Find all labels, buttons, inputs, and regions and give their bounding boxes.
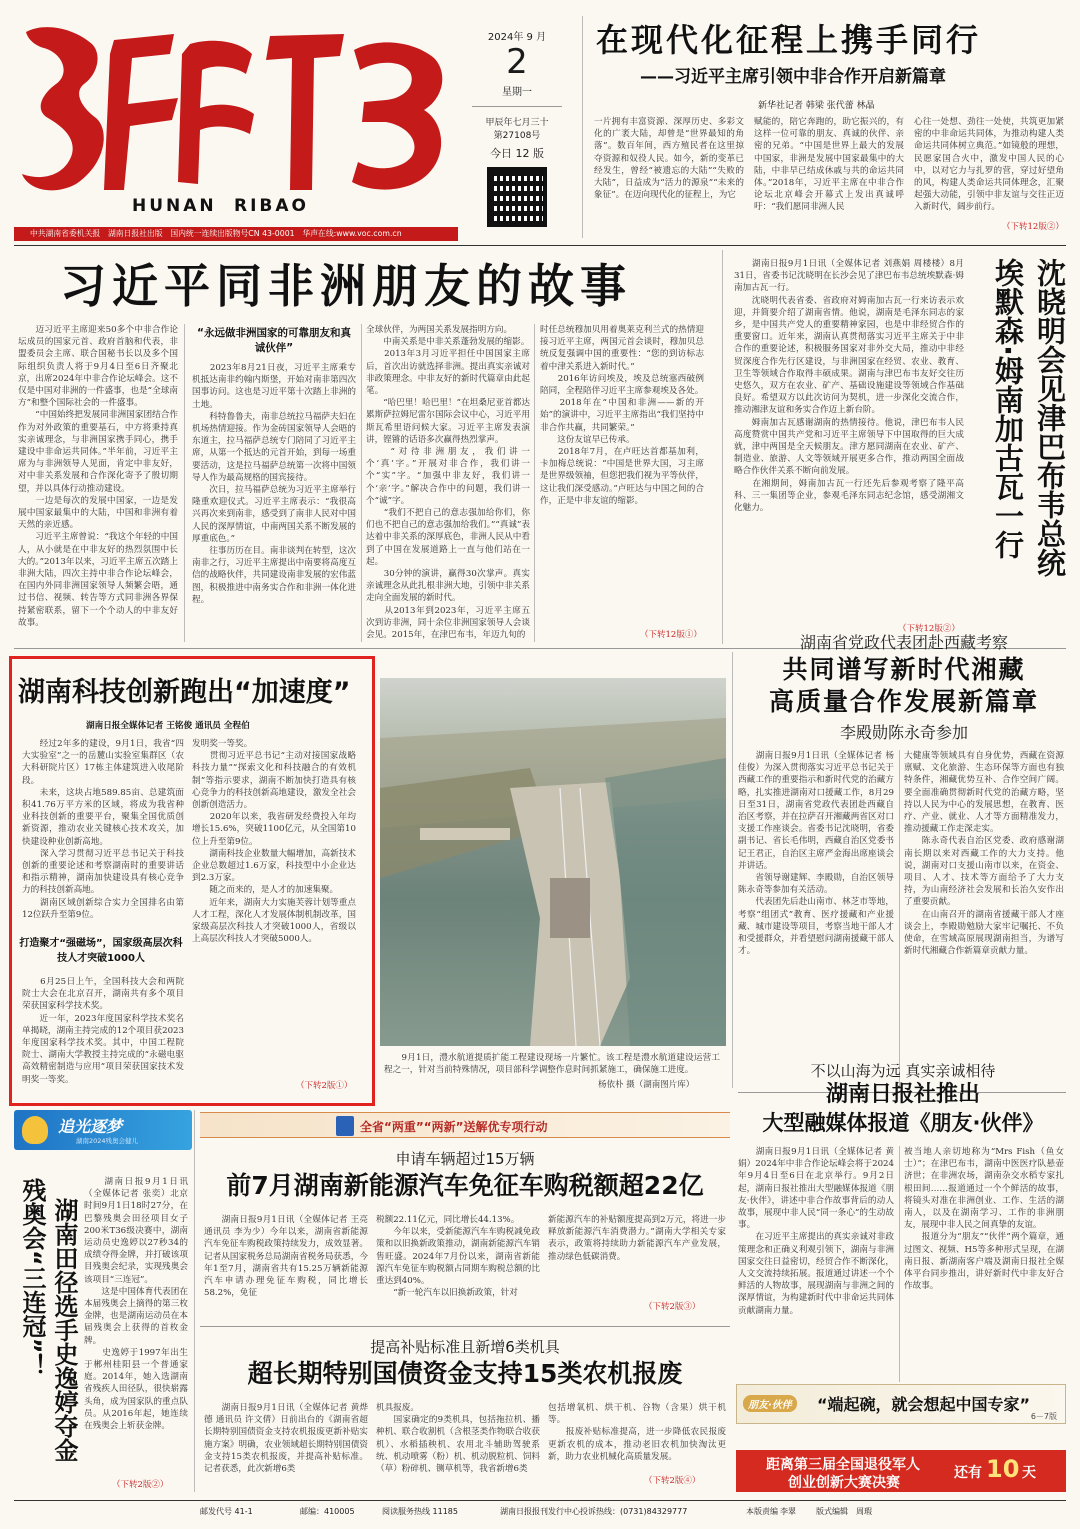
mascot-icon	[22, 1116, 48, 1144]
tech-story-col1b: 6月25日上午，全国科技大会和两院院士大会在北京召开，湖南共有多个项目荣获国家科学技术奖。 近一年，2023年度国家科学技术奖名单揭晓，湖南主持完成的12个项目获2023年度国家科学技术奖。其中，中国工程院院士、湖南大学教授主持完成的“永磁电驱高效精密制造与应用”项目荣获国家技术发明奖一等奖。	[22, 977, 184, 1085]
page-count: 今日 12 版	[490, 147, 544, 160]
photo-caption: 9月1日，澧水航道提质扩能工程建设现场一片繁忙。该工程是澧水航道建设运营工程之一，针对当前特殊情况，项目部科学调整作息时间抓紧施工，确保施工进度。	[384, 1053, 720, 1076]
photo-credit: 杨依朴 摄（湖南图片库）	[598, 1080, 695, 1090]
date-lunar: 甲辰年七月三十	[485, 118, 549, 128]
top-story-subtitle: ——习近平主席引领中非合作开启新篇章	[640, 67, 946, 87]
promo-strip	[200, 1112, 730, 1138]
ev-story-col3: 新能源汽车的补贴额度提高到2万元，将进一步释放新能源汽车消费潜力。”湖南大学相关专家表示，政策将持续助力新能源汽车产业发展，推动绿色低碳消费。	[548, 1215, 726, 1262]
footer-zip: 邮编：410005	[300, 1507, 355, 1516]
ev-story-col2: 税额22.11亿元，同比增长44.13%。 今年以来，受新能源汽车车购税减免政策和以旧换新政策推动，湖南新能源汽车销售旺盛。2024年7月份以来，湖南省新能源汽车免征车购税额占同期车购税总额的比重达到40%。 “新一轮汽车以旧换新政策，针对	[376, 1215, 540, 1299]
xi-story-col2: 2023年8月21日夜，习近平主席乘专机抵达南非约翰内斯堡，开始对南非第四次国事访问。这也是习近平第十次踏上非洲的土地。 科特鲁鲁夫，南非总统拉马福萨夫妇在机场热情迎接。作为金砖国家领导人会晤的东道主，拉马福萨总统专门陪同了习近平主席，从第一个抵达的元首开始，到每一场重要活动，这是拉马福萨总统第一次将中国领导人作为最高规格的国宾接待。 次日，拉马福萨总统为习近平主席举行隆重欢迎仪式。习近平主席表示：“我很高兴再次来到南非，感受到了南非人民对中国人民的深厚情谊，中南两国关系不断发展的厚重底色。” 往事历历在目。南非谈判在转型，这次南非之行，习近平主席提出中南要将高度互信的战略伙伴，共同建设南非发展的宏伟蓝图，积极推进中南务实合作和非洲一体化进程。	[192, 363, 356, 605]
masthead-pinyin-left: HUNAN	[132, 196, 217, 216]
veteran-box-line1: 距离第三届全国退役军人	[766, 1457, 920, 1473]
veteran-box-countdown-unit: 天	[1022, 1465, 1036, 1481]
xi-story-col4: 时任总统穆加贝用着奥莱克利兰式的热情迎接习近平主席，两国元首会谈时，穆加贝总统反复强调中国的重要性：“您的到访标志着中津关系进入新时代。” 2016年访问埃及，埃及总统塞西破例陪同，全程陪伴习近平主席参观埃及各处。 2018年在“中国和非洲——新的开始”的演讲中，习近平主席指出“我们坚持中非合作共赢，共同繁荣。” 这份友谊早已传承。 2018年7月，在卢旺达首都基加利，卡加梅总统说：“中国是世界大国，习主席是世界级领袖，但您把我们视为平等伙伴，这让我们深受感动。”卢旺达与中国之间的合作，正是中非友谊的缩影。	[540, 325, 704, 506]
date-box	[462, 18, 572, 240]
ev-story-title[interactable]: 前7月湖南新能源汽车免征车购税额超22亿	[226, 1171, 704, 1200]
promo-strip-label: 全省“两重”“两新”送解优专项行动	[360, 1120, 548, 1134]
tibet-story-subhead: 李殿勋陈永奇参加	[839, 723, 968, 742]
bond-story-kicker: 提高补贴标准且新增6类机具	[370, 1338, 560, 1356]
top-story-col2: 赋能的，陪它奔跑的，助它振兴的，有这样一位可靠的朋友、真诚的伙伴、亲密的兄弟。“中国是世界上最大的发展中国家，非洲是发展中国家最集中的大陆，中非早已结成休戚与共的命运共同体。”2018年，习近平主席在中非合作论坛北京峰会开幕式上发出真诚呼吁：“我们愿同非洲人民	[754, 117, 904, 213]
paralympics-banner-label: 追光逐梦	[58, 1117, 123, 1136]
shen-story-body: 湖南日报9月1日讯（全媒体记者 刘燕娟 周楼楼）8月31日，省委书记沈晓明在长沙会见了津巴布韦总统埃默森·姆南加古瓦一行。 沈晓明代表省委、省政府对姆南加古瓦一行来访表示欢迎，并简要介绍了湖南省情。他说，湖南是毛泽东同志的家乡，是中国共产党人的重要精神家园，也是中非经贸合作的重要窗口。近年来，湖南认真贯彻落实习近平主席关于中非合作的重要论述，积极服务国家对非外交大局，推动中非经贸深度合作先行区建设，与非洲国家在经贸、农业、教育、卫生等领域合作取得丰硕成果。湖南与津巴布韦友好交往历史悠久，双方在农业、矿产、基础设施建设等领域合作基础良好。希望双方以此次访问为契机，进一步深化交流合作，推动湘津友谊和务实合作迈上新台阶。 姆南加古瓦感谢湖南的热情接待。他说，津巴布韦人民高度赞赏中国共产党和习近平主席领导下中国取得的巨大成就，津中两国是全天候朋友。津方愿同湖南在农业、矿产、制造业、旅游、人文等领域开展更多合作，推动两国全面战略合作伙伴关系不断向前发展。 在湘期间，姆南加古瓦一行还先后参观考察了隆平高科、三一集团等企业，参观毛泽东同志纪念馆，感受湖湘文化魅力。	[734, 259, 964, 514]
bond-story-continued[interactable]: （下转2版④）	[644, 1476, 701, 1486]
xi-story-col1: 迈习近平主席迎来50多个中非合作论坛成员的国家元首、政府首脑和代表，非盟委员会主席、联合国秘书长以及多个国际组织负责人将于9月4日至6日齐聚北京，出席2024年中非合作论坛峰会。这不仅是中国对非洲的一件盛事，也是“全球南方”和整个国际社会的一件盛事。 “中国始终把发展同非洲国家团结合作作为对外政策的重要基石，中方将秉持真实亲诚理念，与非洲国家携手同心，携手建设中非命运共同体。”半年前，习近平主席为与非洲领导人见面，肯定中非友好，对中非关系发展和合作深化寄予了殷切期望，并以具体行动推动建设。 一边是每次的发展中国家，一边是发展中国家最集中的大陆，中国和非洲有着天然的亲近感。 习近平主席曾说：“我这个年轻的中国人，从小就是在中非友好的热烈氛围中长大的。”2013年以来，习近平主席五次踏上非洲大陆，四次主持中非合作论坛峰会，在国内外同非洲国家领导人频繁会晤，通过书信、视频、转告等方式同非洲各界保持紧密联系，留下一个个动人的中非友好故事。	[18, 325, 178, 628]
expert-box-pages: 6－7版	[1030, 1412, 1057, 1421]
tech-story-continued[interactable]: （下转2版①）	[296, 1081, 353, 1091]
photo-waterway-construction[interactable]	[380, 678, 726, 1046]
footer-designer-label: 版式编辑	[816, 1507, 848, 1516]
top-story-title[interactable]: 在现代化征程上携手同行	[596, 21, 982, 59]
media-story-title-line2[interactable]: 大型融媒体报道《朋友·伙伴》	[762, 1111, 1044, 1135]
bond-story-title[interactable]: 超长期特别国债资金支持15类农机报废	[247, 1359, 683, 1388]
main-headline[interactable]: 习近平同非洲朋友的故事	[60, 259, 632, 313]
date-day: 2	[506, 42, 528, 82]
footer-editor-label: 本版责编	[746, 1507, 778, 1516]
tech-story-subhead: 打造聚才“强磁场”，国家级高层次科技人才突破1000人	[19, 938, 183, 964]
bond-story-col1: 湖南日报9月1日讯（全媒体记者 黄烨德 通讯员 许文倩）日前出台的《湖南省超长期特别国债资金支持农机报废更新补贴实施方案》明确，农业领域超长期特别国债资金支持15类农机报废，并提高补贴标准。记者获悉，此次新增6类	[204, 1403, 368, 1475]
paralympics-banner	[14, 1110, 192, 1150]
paralympics-body: 湖南日报9月1日讯（全媒体记者 张奕）北京时间9月1日18时27分，在巴黎残奥会田径项目女子200米T36级决赛中，湖南运动员史逸婷以27秒34的成绩夺得金牌，并打破该项目残奥会纪录，实现残奥会该项目“三连冠”。 这是中国体育代表团在本届残奥会上摘得的第三枚金牌，也是湖南运动员在本届残奥会上获得的首枚金牌。 史逸婷于1997年出生于郴州桂阳县一个普通家庭。2014年，她入选湖南省残疾人田径队，很快崭露头角，成为国家队的重点队员。从2016年起，她连续在残奥会上斩获金牌。	[84, 1177, 188, 1432]
veteran-box-countdown-prefix: 还有	[954, 1465, 982, 1481]
media-story-col1: 湖南日报9月1日讯（全媒体记者 黄娟）2024年中非合作论坛峰会将于2024年9月4日至6日在北京举行。9月2日起，湖南日报社推出大型融媒体报道《朋友·伙伴》，讲述中非合作故事背后的动人故事，展现中非人民“同一条心”的生动故事。 在习近平主席提出的真实亲诚对非政策理念和正确义利观引领下，湖南与非洲国家交往日益密切，经贸合作不断深化，人文交流持续拓展。报道通过讲述一个个鲜活的人物故事，展现湖南与非洲之间的深厚情谊，为构建新时代中非命运共同体贡献湖南力量。	[738, 1147, 894, 1316]
tibet-story-title-line1[interactable]: 共同谱写新时代湘藏	[782, 655, 1026, 684]
footer-hotline: 阅读服务热线 11185	[382, 1507, 458, 1516]
paralympics-title-right[interactable]: 湖南田径选手史逸婷夺金	[50, 1198, 78, 1462]
ev-story-col1: 湖南日报9月1日讯（全媒体记者 王亮 通讯员 李为少）今年以来，湖南省新能源汽车免征车购税政策持续发力，成效显著。记者从国家税务总局湖南省税务局获悉，今年1至7月，湖南省共有15.25万辆新能源汽车申请办理免征车购税，同比增长58.2%，免征	[204, 1215, 368, 1299]
logo-calligraphy-icon	[14, 14, 454, 200]
photo-scene-icon	[380, 678, 726, 1046]
top-story-col3: 心往一处想、劲往一处使，共筑更加紧密的中非命运共同体，为推动构建人类命运共同体树立典范。”如镜般的理想，民愿家国合火中，激发中国人民的心中，以对它力与扎罗的营，穿过好望角的风，构建人类命运共同体理念，汇聚起强大动能，引领中非友谊与交往正迈入新时代，阔步前行。	[914, 117, 1064, 213]
masthead-info-strip: 中共湖南省委机关报 湖南日报社出版 国内统一连续出版物号CN 43-0001 华声在线:www.voc.com.cn	[14, 227, 458, 241]
tibet-story-kicker: 湖南省党政代表团赴西藏考察	[799, 633, 1008, 652]
top-story-byline: 新华社记者 韩梁 张代蕾 林晶	[758, 101, 875, 111]
veteran-box-line2: 创业创新大赛决赛	[788, 1475, 900, 1491]
top-story-col1: 一片拥有丰富资源、深厚历史、多彩文化的广袤大陆，却曾是“世界最知的角落”。数百年间，西方殖民者在这里掠夺资源和奴役人民。如今，新的变革已经发生，曾经“被遗忘的大陆”“失败的大陆”，日益成为“活力的源泉”“未来的象征”。在迈向现代化的征程上，为它	[594, 117, 744, 201]
media-story-title-line1[interactable]: 湖南日报社推出	[825, 1082, 980, 1107]
veteran-box[interactable]	[736, 1450, 1066, 1492]
ev-story-continued[interactable]: （下转2版③）	[644, 1302, 701, 1312]
issue-number: 第27108号	[493, 131, 541, 141]
promo-logo-icon	[336, 1116, 354, 1136]
media-story-col2: 被当地人亲切地称为“Mrs Fish（鱼女士）”；在津巴布韦，湖南中医医疗队悬壶济世；在非洲农场，湖南杂交水稻专家扎根田间……报道通过一个个鲜活的故事，将镜头对准在非洲创业、工作、生活的湖南人，以及在湖南学习、工作的非洲朋友，展现中非人民之间真挚的友谊。 报道分为“朋友”“伙伴”两个篇章，通过图文、视频、H5等多种形式呈现，在湖南日报、新湖南客户端及湖南日报社全媒体平台同步推出，讲好新时代中非友好合作故事。	[904, 1147, 1064, 1292]
footer-distribution: 湖南日报报刊发行中心投诉热线：(0731)84329777	[500, 1507, 688, 1516]
bond-story-col2: 机具报废。 国家确定的9类机具，包括拖拉机、播种机、联合收割机（含根茎类作物联合收获机）、水稻插秧机、农用北斗辅助驾驶系统、机动喷雾（粉）机、机动脱粒机、饲料（草）粉碎机、铡草机等，我省新增6类	[376, 1403, 540, 1475]
tech-story-byline: 湖南日报全媒体记者 王铭俊 通讯员 全程伯	[86, 721, 250, 731]
tech-story-col1: 经过2年多的建设，9月1日，我省“四大实验室”之一的岳麓山实验室集群区（农大科研院片区）17栋主体建筑进入收尾阶段。 未来，这块占地589.85亩、总建筑面积41.76万平方米的区域，将成为我省种业科技创新的重要平台，聚集全国优质创新资源，推动农业关键核心技术攻关，加快建设种业创新高地。 深入学习贯彻习近平总书记关于科技创新的重要论述和考察湖南时的重要讲话和指示精神，湖南加快建设具有核心竞争力的科技创新高地。 湖南区域创新综合实力全国排名由第12位跃升至第9位。	[22, 739, 184, 920]
shen-story-continued[interactable]: （下转12版②）	[898, 624, 960, 634]
date-weekday: 星期一	[502, 87, 532, 98]
expert-box-title: “端起碗，就会想起中国专家”	[817, 1395, 1031, 1414]
tech-story-col2: 发明奖一等奖。 贯彻习近平总书记“主动对接国家战略科技力量”“探索文化和科技融合的有效机制”等指示要求，湖南不断加快打造具有核心竞争力的科技创新高地建设，激发全社会创新创造活力。 2020年以来，我省研发经费投入年均增长15.6%，突破1100亿元，从全国第10位上升至第9位。 湖南科技企业数量大幅增加，高新技术企业总数超过1.6万家，科技型中小企业达到2.3万家。 随之而来的，是人才的加速集聚。 近年来，湖南大力实施芙蓉计划等重点人才工程，深化人才发展体制机制改革，国家级高层次科技人才突破1000人，省级以上高层次科技人才突破5000人。	[192, 739, 356, 945]
paralympics-title-left[interactable]: 残奥会“三连冠”！	[18, 1178, 46, 1378]
tibet-story-col1: 湖南日报9月1日讯（全媒体记者 杨佳俊）为深入贯彻落实习近平总书记关于西藏工作的重要指示和新时代党的治藏方略，扎实推进湖南对口援藏工作，8月29日至31日，湖南省党政代表团赴西藏自治区考察，并在拉萨召开湘藏两省区对口支援工作座谈会。省委书记沈晓明，省委副书记、省长毛伟明，西藏自治区党委书记王君正，自治区主席严金海出席座谈会并讲话。 省领导谢建辉、李殿勋，自治区领导陈永奇等参加有关活动。 代表团先后赴山南市、林芝市等地，考察“组团式”教育、医疗援藏和产业援藏、城市建设等项目，考察当地干部人才和受援群众，并看望慰问湖南援藏干部人才。	[738, 751, 894, 957]
shen-story-title-right[interactable]: 沈晓明会见津巴布韦总统	[1033, 258, 1067, 577]
footer-postal-code: 邮发代号 41-1	[200, 1507, 253, 1516]
paralympics-banner-sub: 湖南2024残奥会健儿	[76, 1137, 139, 1145]
masthead-pinyin-right: RIBAO	[234, 196, 309, 216]
shen-story-title-left[interactable]: 埃默森·姆南加古瓦一行	[991, 258, 1025, 560]
masthead-logo	[14, 14, 454, 200]
footer-designer: 周瑕	[856, 1507, 872, 1516]
expert-box[interactable]	[736, 1384, 1066, 1424]
top-story-continued[interactable]: （下转12版②）	[1002, 222, 1064, 232]
veteran-box-countdown: 10	[986, 1455, 1020, 1483]
footer-editor: 李翠	[780, 1507, 796, 1516]
tibet-story-col2: 大健康等领域具有自身优势，西藏在资源禀赋、文化旅游、生态环保等方面也有独特条件，湘藏优势互补、合作空间广阔。要全面准确贯彻新时代党的治藏方略，坚持以人民为中心的发展思想，在教育、医疗、产业、就业、人才等方面精准发力，推动援藏工作走深走实。 陈永奇代表自治区党委、政府感谢湖南长期以来对西藏工作的大力支持。他说，湖南对口支援山南市以来，在资金、项目、人才、技术等方面给予了大力支持，为山南经济社会发展和长治久安作出了重要贡献。 在山南召开的湖南省援藏干部人才座谈会上，李殿勋勉励大家牢记嘱托、不负使命，在雪域高原展现湖南担当，为谱写新时代湘藏合作新篇章贡献力量。	[904, 751, 1064, 957]
date-year-month: 2024年 9 月	[487, 32, 547, 43]
expert-box-tag: 朋友·伙伴	[743, 1395, 797, 1412]
xi-story-continued[interactable]: （下转12版①）	[640, 630, 702, 640]
media-story-kicker: 不以山海为远 真实亲诚相待	[810, 1062, 996, 1080]
xi-story-col2-heading: “永远做非洲国家的可靠朋友和真诚伙伴”	[197, 327, 351, 354]
tibet-story-title-line2[interactable]: 高质量合作发展新篇章	[768, 687, 1039, 716]
bond-story-col3: 包括增氧机、烘干机、谷物（含果）烘干机等。 报废补贴标准提高，进一步降低农民报废更新农机的成本，推动老旧农机加快淘汰更新，助力农业机械化高质量发展。	[548, 1403, 726, 1462]
ev-story-kicker: 申请车辆超过15万辆	[395, 1150, 535, 1168]
xi-story-col3: 全球伙伴，为两国关系发展指明方向。 中南关系是中非关系蓬勃发展的缩影。 2013年3月习近平担任中国国家主席后，首次出访就选择非洲。提出真实亲诚对非政策理念。中非友好的新时代篇章由此起笔。 “哈巴里！哈巴里！”在坦桑尼亚首都达累斯萨拉姆尼雷尔国际会议中心，习近平用斯瓦希里语问候大家。习近平主席发表演讲，铿锵的话语多次赢得热烈掌声。 “对待非洲朋友，我们讲一个‘真’字。”开展对非合作，我们讲一个“实”字。“加强中非友好，我们讲一个‘亲’字。”解决合作中的问题，我们讲一个“诚”字。 “我们不把自己的意志强加给你们，你们也不把自己的意志强加给我们。”“真诚”表达着中非关系的深厚底色，非洲人民从中看到了中国在发展道路上一直与他们站在一起。 30分钟的演讲，赢得30次掌声。真实亲诚理念从此扎根非洲大地，引领中非关系走向全面发展的新时代。 从2013年到2023年，习近平主席五次到访非洲，同十余位非洲国家领导人会谈会见。2015年，在津巴布韦，年迈九旬的	[366, 325, 530, 641]
paralympics-continued[interactable]: （下转2版②）	[112, 1480, 169, 1490]
qr-code-icon[interactable]	[487, 167, 547, 227]
tech-story-title[interactable]: 湖南科技创新跑出“加速度”	[18, 677, 351, 708]
